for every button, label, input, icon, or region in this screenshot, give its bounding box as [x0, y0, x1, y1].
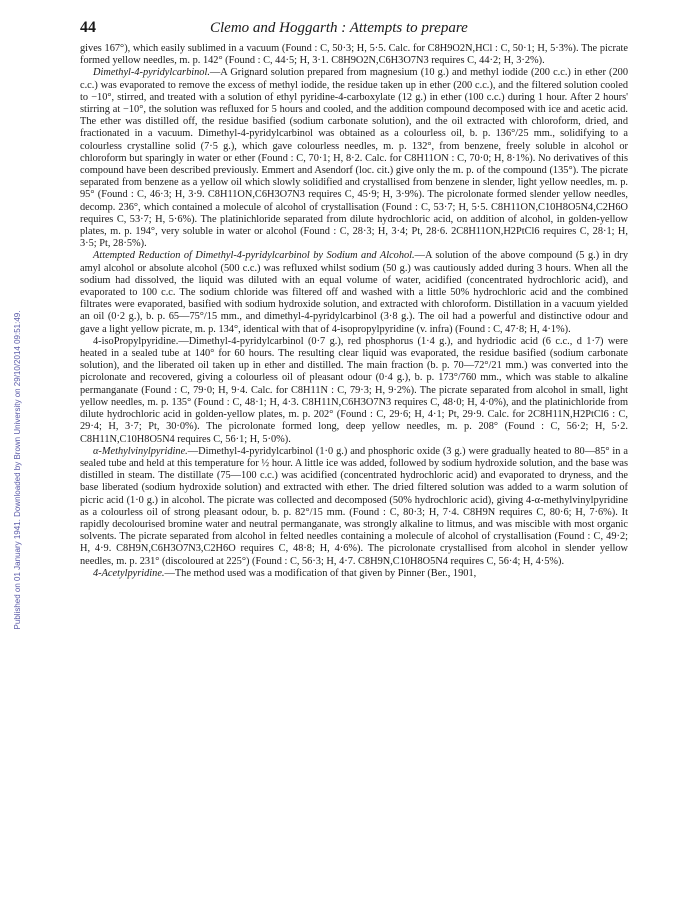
paragraph-continuation	[80, 43, 628, 67]
section-heading: 4-isoPropylpyridine.	[93, 335, 179, 347]
page-header	[80, 19, 628, 39]
paragraph-methylvinylpyridine	[80, 446, 628, 568]
paragraph-text: —A solution of the above compound (5 g.) in dry amyl alcohol or absolute alcohol (500 c.c.) was refluxed whilst sodium (50 g.) was cautiously added during 3 hours. When all the sodium had dissolved, the liquid was diluted with an equal volume of water, acidified (concentrated hydrochloric acid), and evaporated to 100 c.c. The sodium chloride was filtered off and washed with a little 50% hydrochloric acid and the combined filtrates were evaporated, basified with sodium hydroxide solution, and extracted with chloroform. Distillation in a vacuum yielded an oil (0·2 g.), b. p. 65—75°/15 mm., and dimethyl-4-pyridylcarbinol (3·8 g.). The oil had a powerful and distinctive odour and gave a light yellow picrate, m. p. 134°, identical with that of 4-isopropylpyridine (v. infra) (Found : C, 47·8; H, 4·1%).	[80, 250, 628, 335]
download-watermark-text: Published on 01 January 1941. Downloaded by Brown University on 29/10/2014 09:51:49.	[13, 310, 22, 630]
paragraph-dimethyl-pyridylcarbinol	[80, 67, 628, 250]
article-body	[80, 43, 628, 580]
section-heading: Dimethyl-4-pyridylcarbinol.	[93, 67, 210, 79]
paragraph-text: —Dimethyl-4-pyridylcarbinol (1·0 g.) and phosphoric oxide (3 g.) were gradually heated to 80—85° in a sealed tube and held at this temperature for ½ hour. A little ice was added, followed by sodium hydroxide solution, and the base was distilled in steam. The distillate (75—100 c.c.) was acidified (concentrated hydrochloric acid) and evaporated to dryness, and the base liberated (sodium hydroxide solution) and extracted with ether. The dried filtered solution was added to a warm solution of picric acid (1·0 g.) in alcohol. The picrate was collected and decomposed (50% hydrochloric acid), giving 4-α-methylvinylpyridine as a colourless oil of strong pleasant odour, b. p. 82°/15 mm. (Found : C, 80·3; H, 7·4. C8H9N requires C, 80·6; H, 7·6%). It rapidly decolourised bromine water and neutral permanganate, was strongly alkaline to litmus, and was miscible with most organic solvents. The picrate separated from alcohol in felted needles containing a molecule of alcohol of crystallisation (Found : C, 49·2; H, 4·9. C8H9N,C6H3O7N3,C2H6O requires C, 48·8; H, 4·6%). The picrolonate crystallised from alcohol in slender yellow needles, m. p. 231° (discoloured at 225°) (Found : C, 56·3; H, 4·7. C8H9N,C10H8O5N4 requires C, 56·4; H, 4·5%).	[80, 445, 628, 567]
paragraph-text: —A Grignard solution prepared from magnesium (10 g.) and methyl iodide (200 c.c.) in ether (200 c.c.) was evaporated to remove the excess of methyl iodide, the residue taken up in ether (200 c.c.), and the filtered solution cooled to −10°, stirred, and treated with a solution of ethyl pyridine-4-carboxylate (12 g.) in ether (100 c.c.) during 1 hour. After 2 hours' stirring at −10°, the solution was refluxed for 5 hours and cooled, and the addition compound decomposed with ice and acetic acid. The ether was distilled off, the residue basified (sodium carbonate solution), and the oil extracted with chloroform, dried, and fractionated in a vacuum. Dimethyl-4-pyridylcarbinol was obtained as a colourless oil, b. p. 136°/25 mm., solidifying to a colourless crystalline solid (7·5 g.), which gave colourless needles, m. p. 132°, from benzene, freely soluble in alcohol or chloroform but sparingly in water or ether (Found : C, 70·1; H, 8·2. Calc. for C8H11ON : C, 70·0; H, 8·1%). No derivatives of this compound have been described previously. Emmert and Asendorf (loc. cit.) give only the m. p. of the compound (135°). The picrate separated from benzene as a yellow oil which slowly solidified and crystallised from benzene in slender, light yellow needles, m. p. 95° (Found : C, 46·3; H, 3·9. C8H11ON,C6H3O7N3 requires C, 45·9; H, 3·9%). The picrolonate formed slender yellow needles, decomp. 236°, which contained a molecule of alcohol of crystallisation (Found : C, 53·7; H, 5·5. C8H11ON,C10H8O5N4,C2H6O requires C, 53·7; H, 5·6%). The platinichloride separated from dilute hydrochloric acid, on addition of alcohol, in golden-yellow plates, m. p. 194°, very soluble in water or alcohol (Found : C, 28·3; H, 3·4; Pt, 28·6. 2C8H11ON,H2PtCl6 requires C, 28·1; H, 3·5; Pt, 28·5%).	[80, 67, 628, 250]
page-number: 44	[80, 19, 96, 36]
paragraph-text: —Dimethyl-4-pyridylcarbinol (0·7 g.), red phosphorus (1·4 g.), and hydriodic acid (6 c.c., d 1·7) were heated in a sealed tube at 140° for 60 hours. The resulting clear liquid was evaporated, the residue basified (sodium carbonate solution), and the liberated oil taken up in ether and distilled. The main fraction (b. p. 70—72°/21 mm.) was converted into the picrolonate and recovered, giving a colourless oil of pleasant odour (0·4 g.), b. p. 173°/760 mm., which was stable to alkaline permanganate (Found : C, 79·0; H, 9·4. Calc. for C8H11N : C, 79·3; H, 9·2%). The picrate separated from alcohol in small, light yellow needles, m. p. 135° (Found : C, 48·1; H, 4·3. C8H11N,C6H3O7N3 requires C, 48·0; H, 4·0%), and the platinichloride from dilute hydrochloric acid in golden-yellow plates, m. p. 202° (Found : C, 29·6; H, 4·1; Pt, 29·9. Calc. for 2C8H11N,H2PtCl6 : C, 29·4; H, 3·7; Pt, 30·0%). The picrolonate formed long, deep yellow needles, m. p. 208° (Found : C, 56·2; H, 5·2. C8H11N,C10H8O5N4 requires C, 56·1; H, 5·0%).	[80, 335, 628, 445]
paragraph-text: gives 167°), which easily sublimed in a vacuum (Found : C, 50·3; H, 5·5. Calc. for C8H9O2N,HCl : C, 50·1; H, 5·3%). The picrate formed yellow needles, m. p. 142° (Found : C, 44·5; H, 3·1. C8H9O2N,C6H3O7N3 requires C, 44·2; H, 3·2%).	[80, 43, 628, 67]
download-watermark	[0, 0, 24, 912]
paragraph-text: —The method used was a modification of that given by Pinner (Ber., 1901,	[164, 567, 477, 579]
running-title: Clemo and Hoggarth : Attempts to prepare	[210, 20, 468, 36]
section-heading: Attempted Reduction of Dimethyl-4-pyridylcarbinol by Sodium and Alcohol.	[93, 250, 415, 262]
paragraph-isopropylpyridine	[80, 336, 628, 446]
section-heading: α-Methylvinylpyridine.	[93, 445, 188, 457]
paragraph-acetylpyridine	[80, 568, 628, 580]
section-heading: 4-Acetylpyridine.	[93, 567, 165, 579]
paragraph-attempted-reduction	[80, 250, 628, 335]
